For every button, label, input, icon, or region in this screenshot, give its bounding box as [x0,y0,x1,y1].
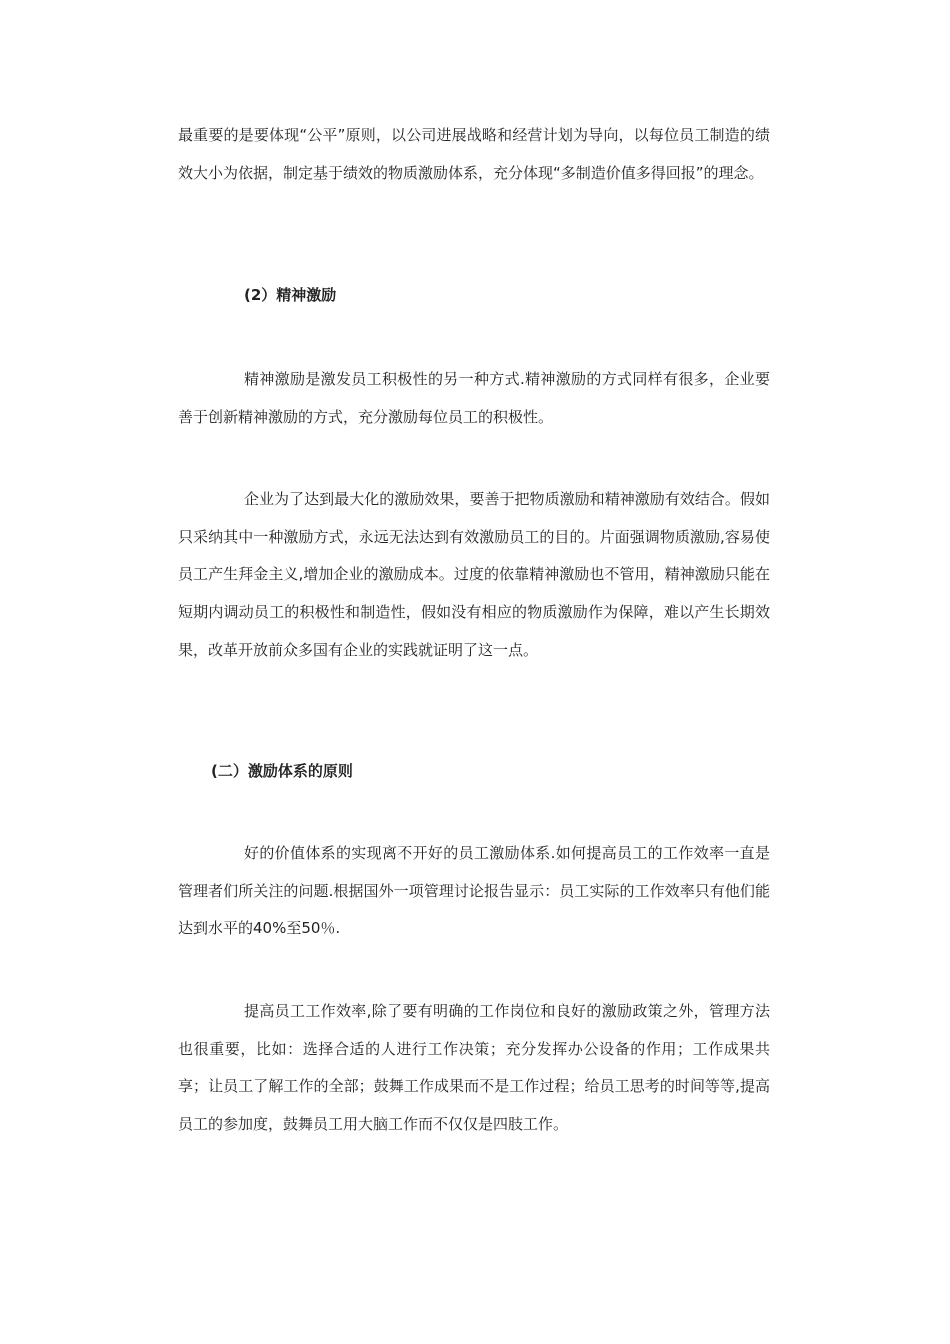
paragraph-value-system: 好的价值体系的实现离不开好的员工激励体系.如何提高员工的工作效率一直是管理者们所关注的问题.根据国外一项管理讨论报告显示：员工实际的工作效率只有他们能达到水平的40%至50％. [178,844,770,938]
heading-spiritual-incentive: (2）精神激励 [244,286,337,304]
paragraph-work-efficiency: 提高员工工作效率,除了要有明确的工作岗位和良好的激励政策之外，管理方法也很重要，比如：选择合适的人进行工作决策；充分发挥办公设备的作用；工作成果共享；让员工了解工作的全部；鼓舞工作成果而不是工作过程；给员工思考的时间等等,提高员工的参加度，鼓舞员工用大脑工作而不仅仅是四肢工作。 [178,1002,770,1134]
paragraph-material-incentive-principle: 最重要的是要体现“公平”原则，以公司进展战略和经营计划为导向，以每位员工制造的绩效大小为依据，制定基于绩效的物质激励体系，充分体现“多制造价值多得回报”的理念。 [178,126,770,182]
heading-incentive-principles: (二）激励体系的原则 [211,762,353,780]
paragraph-spiritual-incentive: 精神激励是激发员工积极性的另一种方式.精神激励的方式同样有很多，企业要善于创新精神激励的方式，充分激励每位员工的积极性。 [178,370,770,426]
paragraph-combined-incentive: 企业为了达到最大化的激励效果，要善于把物质激励和精神激励有效结合。假如只采纳其中一种激励方式，永远无法达到有效激励员工的目的。片面强调物质激励,容易使员工产生拜金主义,增加企业的激励成本。过度的依靠精神激励也不管用，精神激励只能在短期内调动员工的积极性和制造性，假如没有相应的物质激励作为保障，难以产生长期效果，改革开放前众多国有企业的实践就证明了这一点。 [178,490,770,659]
